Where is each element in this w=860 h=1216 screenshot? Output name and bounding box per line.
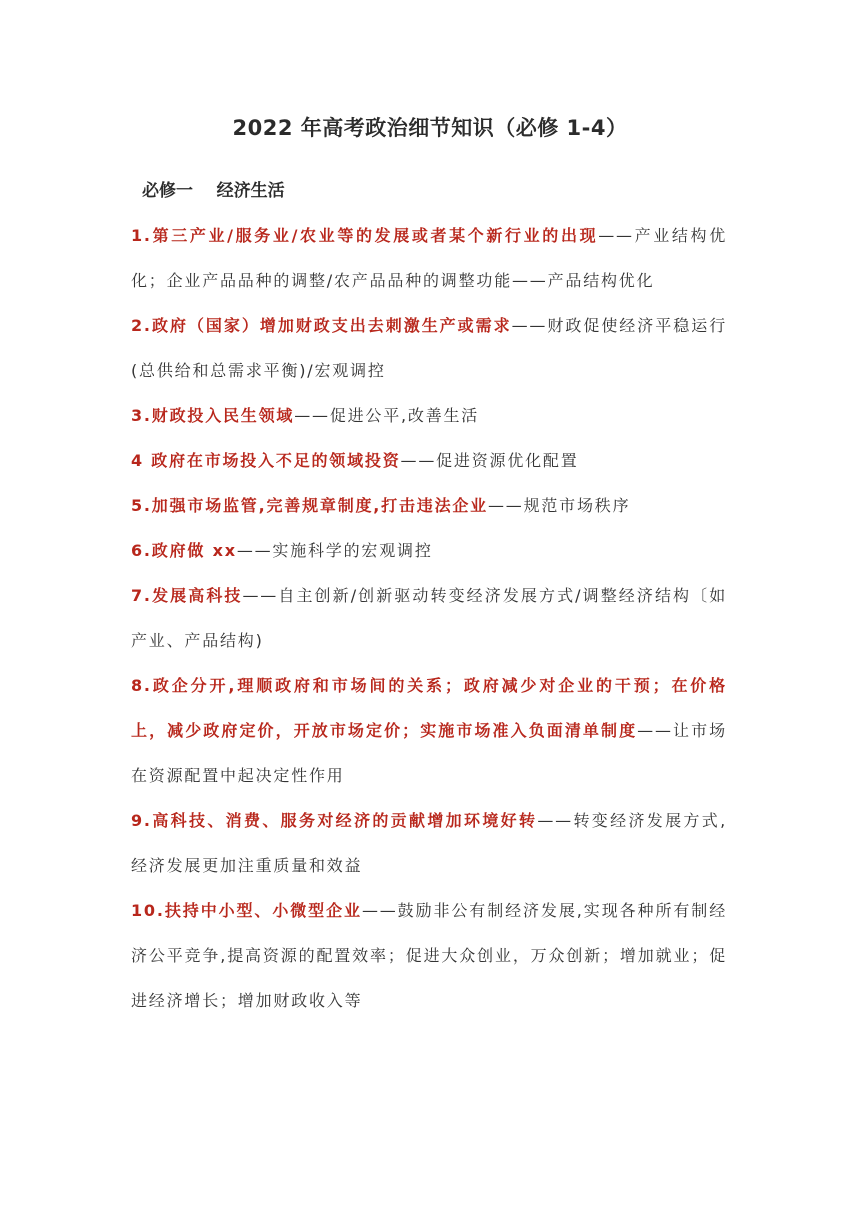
list-item: [131, 528, 727, 573]
item-keypoint: 2.政府（国家）增加财政支出去刺激生产或需求: [131, 316, 512, 335]
item-explanation: ——产业结构优化；企业产品品种的调整/农产品品种的调整功能——产品结构优化: [131, 226, 727, 290]
page-title: 2022 年高考政治细节知识（必修 1-4）: [232, 116, 628, 140]
item-explanation: ——促进资源优化配置: [400, 451, 579, 470]
list-item: [131, 663, 727, 798]
item-keypoint: 5.加强市场监管,完善规章制度,打击违法企业: [131, 496, 488, 515]
item-keypoint: 6.政府做 xx: [131, 541, 237, 560]
list-item: [131, 888, 727, 1023]
item-keypoint: 1.第三产业/服务业/农业等的发展或者某个新行业的出现: [131, 226, 599, 245]
item-keypoint: 3.财政投入民生领域: [131, 406, 295, 425]
item-explanation: ——转变经济发展方式,经济发展更加注重质量和效益: [131, 811, 727, 875]
item-keypoint: 10.扶持中小型、小微型企业: [131, 901, 362, 920]
knowledge-list: [131, 213, 727, 1023]
item-keypoint: 9.高科技、消费、服务对经济的贡献增加环境好转: [131, 811, 538, 830]
item-explanation: ——让市场在资源配置中起决定性作用: [131, 721, 727, 785]
list-item: [131, 573, 727, 663]
item-explanation: ——自主创新/创新驱动转变经济发展方式/调整经济结构〔如产业、产品结构): [131, 586, 727, 650]
list-item: [131, 798, 727, 888]
list-item: [131, 393, 727, 438]
item-explanation: ——财政促使经济平稳运行(总供给和总需求平衡)/宏观调控: [131, 316, 727, 380]
item-explanation: ——促进公平,改善生活: [294, 406, 480, 425]
section-heading: 必修一 经济生活: [142, 181, 285, 201]
item-keypoint: 4 政府在市场投入不足的领域投资: [131, 451, 401, 470]
list-item: [131, 303, 727, 393]
list-item: [131, 213, 727, 303]
item-explanation: ——实施科学的宏观调控: [236, 541, 433, 560]
list-item: [131, 483, 727, 528]
item-explanation: ——鼓励非公有制经济发展,实现各种所有制经济公平竞争,提高资源的配置效率；促进大众创业，万众创新；增加就业；促进经济增长；增加财政收入等: [131, 901, 728, 1010]
list-item: [131, 438, 727, 483]
item-keypoint: 7.发展高科技: [131, 586, 243, 605]
item-keypoint: 8.政企分开,理顺政府和市场间的关系；政府减少对企业的干预；在价格上，减少政府定价，开放市场定价；实施市场准入负面清单制度: [131, 676, 727, 740]
item-explanation: ——规范市场秩序: [487, 496, 631, 515]
